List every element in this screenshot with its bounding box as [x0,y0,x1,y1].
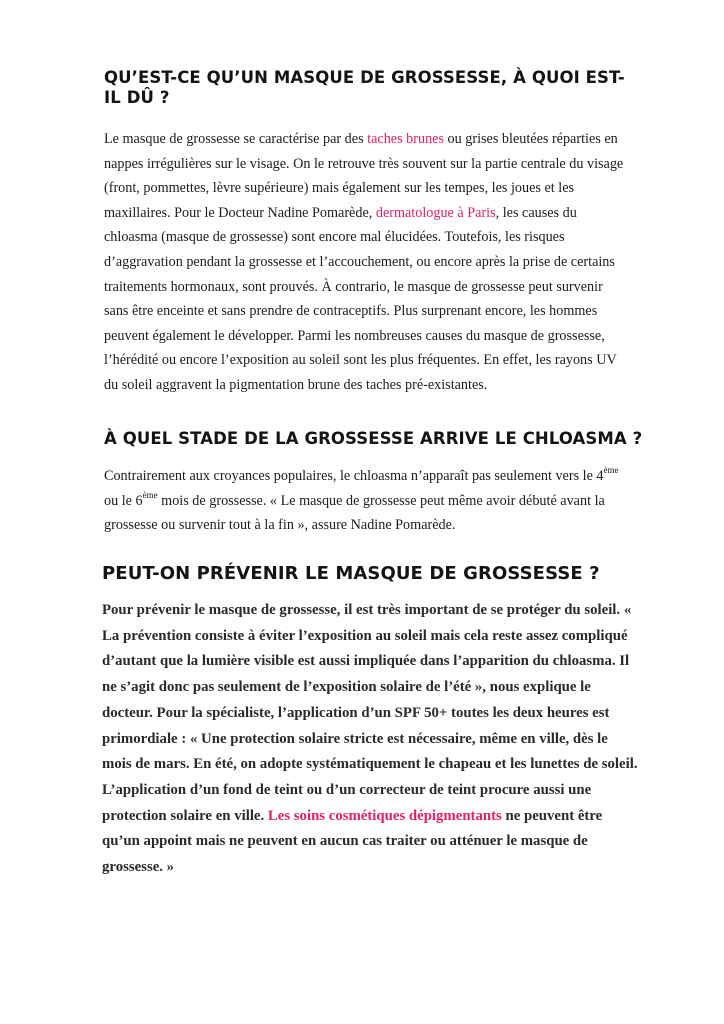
paragraph-text: ne peuvent être qu’un appoint mais ne peuvent en aucun cas traiter ou atténuer le masque de grossesse. » [102,807,603,876]
paragraph-text: Contrairement aux croyances populaires, le chloasma n’apparaît pas seulement vers le 4 [104,468,604,484]
paragraph-text: , les causes du chloasma (masque de grossesse) sont encore mal élucidées. Toutefois, les risques d’aggravation pendant la grossesse et l’accouchement, ou encore après la prise de certains traitements hormonaux, sont prouvés. À contrario, le masque de grossesse peut survenir sans être enceinte et sans prendre de contraceptifs. Plus surprenant encore, les hommes peuvent également le développer. Parmi les nombreuses causes du masque de grossesse, l’hérédité ou encore l’exposition au soleil sont les plus fréquentes. En effet, les rayons UV du soleil aggravent la pigmentation brune des taches pré-existantes. [104,204,617,393]
section-heading-stade: À QUEL STADE DE LA GROSSESSE ARRIVE LE CHLOASMA ? [104,429,643,448]
section-paragraph-prevenir [102,598,640,881]
paragraph-text: Pour prévenir le masque de grossesse, il est très important de se protéger du soleil. « La prévention consiste à éviter l’exposition au soleil mais cela reste assez compliqué d’autant que la lumière visible est aussi impliquée dans l’apparition du chloasma. Il ne s’agit donc pas seulement de l’exposition solaire de l’été », nous explique le docteur. Pour la spécialiste, l’application d’un SPF 50+ toutes les deux heures est primordiale : « Une protection solaire stricte est nécessaire, même en ville, dès le mois de mars. En été, on adopte systématiquement le chapeau et les lunettes de soleil. L’application d’un fond de teint ou d’un correcteur de teint procure aussi une protection solaire en ville. [102,602,638,824]
paragraph-text: ou le 6 [104,492,143,509]
ordinal-superscript: ème [142,489,158,500]
section-heading-masque: QU’EST-CE QU’UN MASQUE DE GROSSESSE, À QUOI EST-IL DÛ ? [104,68,625,107]
paragraph-text: ou grises bleutées réparties en nappes irrégulières sur le visage. On le retrouve très souvent sur la partie centrale du visage (front, pommettes, lèvre supérieure) mais également sur les tempes, les joues et les maxillaires. Pour le Docteur Nadine Pomarède, [104,131,624,221]
paragraph-text: mois de grossesse. « Le masque de grossesse peut même avoir débuté avant la grossesse ou survenir tout à la fin », assure Nadine Pomarède. [104,492,605,534]
section-paragraph-stade [104,464,624,538]
paragraph-text: Le masque de grossesse se caractérise par des [104,131,368,147]
link-dermatologue-paris[interactable]: dermatologue à Paris [375,204,496,221]
link-soins-depigmentants[interactable]: Les soins cosmétiques dépigmentants [267,807,502,824]
link-taches-brunes[interactable]: taches brunes [367,131,444,147]
ordinal-superscript: ème [603,465,619,476]
section-paragraph-masque [104,127,624,398]
section-heading-prevenir: PEUT-ON PRÉVENIR LE MASQUE DE GROSSESSE ? [102,563,600,584]
